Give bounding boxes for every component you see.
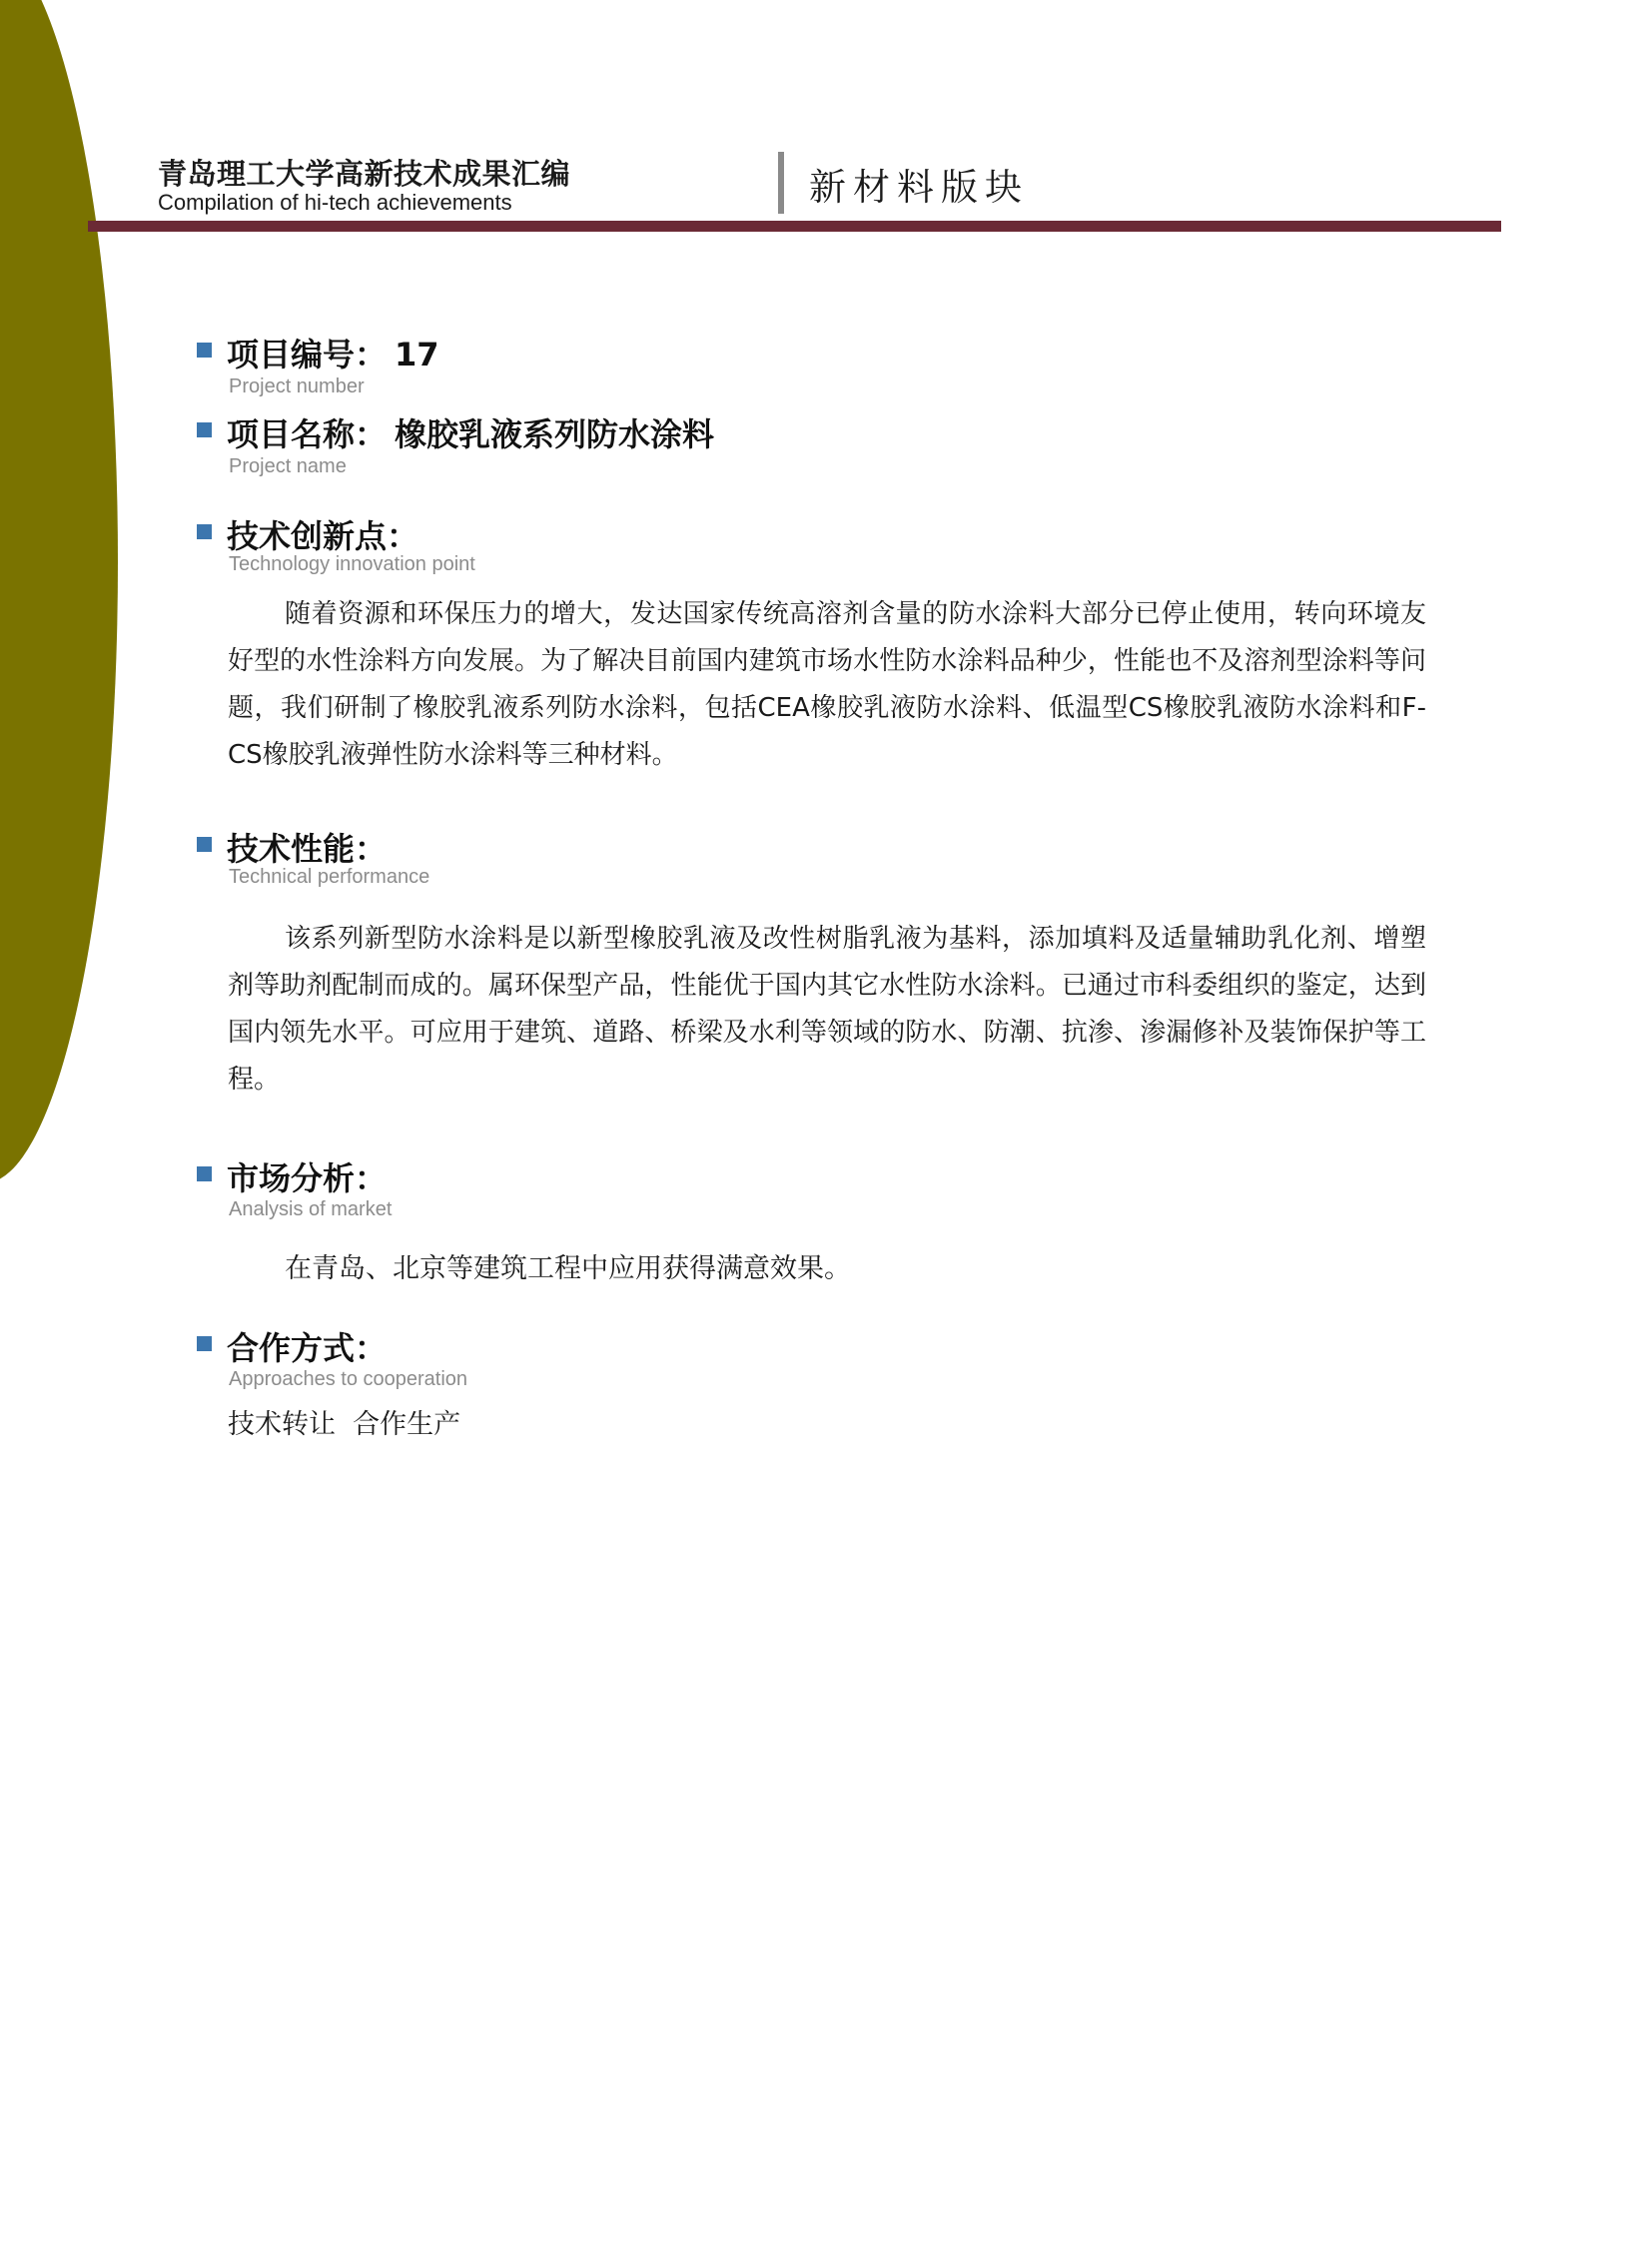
innovation-text: 随着资源和环保压力的增大，发达国家传统高溶剂含量的防水涂料大部分已停止使用，转向环境友好型的水性涂料方向发展。为了解决目前国内建筑市场水性防水涂料品种少，性能也不及溶剂型涂料等问题，我们研制了橡胶乳液系列防水涂料，包括CEA橡胶乳液防水涂料、低温型CS橡胶乳液防水涂料和F-CS橡胶乳液弹性防水涂料等三种材料。 (228, 599, 1426, 770)
cooperation-text: 技术转让 合作生产 (228, 1409, 461, 1440)
header-title-cn: 青岛理工大学高新技术成果汇编 (158, 157, 571, 191)
project-name-en: Project name (229, 455, 347, 477)
bullet-icon (197, 524, 212, 539)
project-name-label: 项目名称： (227, 415, 388, 453)
market-heading: 市场分析： (227, 1159, 388, 1197)
project-number-value: 17 (395, 336, 439, 374)
bullet-icon (197, 422, 212, 437)
cooperation-en: Approaches to cooperation (229, 1368, 468, 1390)
header-title-en: Compilation of hi-tech achievements (158, 190, 512, 215)
bullet-icon (197, 343, 212, 358)
project-number-label: 项目编号： (227, 336, 388, 374)
project-name-value: 橡胶乳液系列防水涂料 (395, 415, 715, 453)
bullet-icon (197, 1166, 212, 1181)
bullet-icon (197, 837, 212, 852)
cooperation-heading: 合作方式： (227, 1329, 388, 1367)
project-number-en: Project number (229, 375, 365, 397)
performance-heading: 技术性能： (227, 830, 388, 868)
performance-en: Technical performance (229, 866, 430, 888)
market-en: Analysis of market (229, 1198, 393, 1220)
project-number-heading (227, 330, 439, 375)
header-section-title: 新材料版块 (809, 166, 1029, 209)
performance-text: 该系列新型防水涂料是以新型橡胶乳液及改性树脂乳液为基料，添加填料及适量辅助乳化剂、增塑剂等助剂配制而成的。属环保型产品，性能优于国内其它水性防水涂料。已通过市科委组织的鉴定，达到国内领先水平。可应用于建筑、道路、桥梁及水利等领域的防水、防潮、抗渗、渗漏修补及装饰保护等工程。 (228, 924, 1426, 1095)
decorative-olive-ellipse (0, 0, 118, 1183)
header-rule (88, 221, 1501, 232)
innovation-heading: 技术创新点： (227, 517, 419, 555)
market-text: 在青岛、北京等建筑工程中应用获得满意效果。 (285, 1253, 851, 1284)
innovation-en: Technology innovation point (229, 553, 475, 575)
project-name-heading (227, 409, 714, 455)
bullet-icon (197, 1336, 212, 1351)
header-separator (778, 152, 784, 214)
